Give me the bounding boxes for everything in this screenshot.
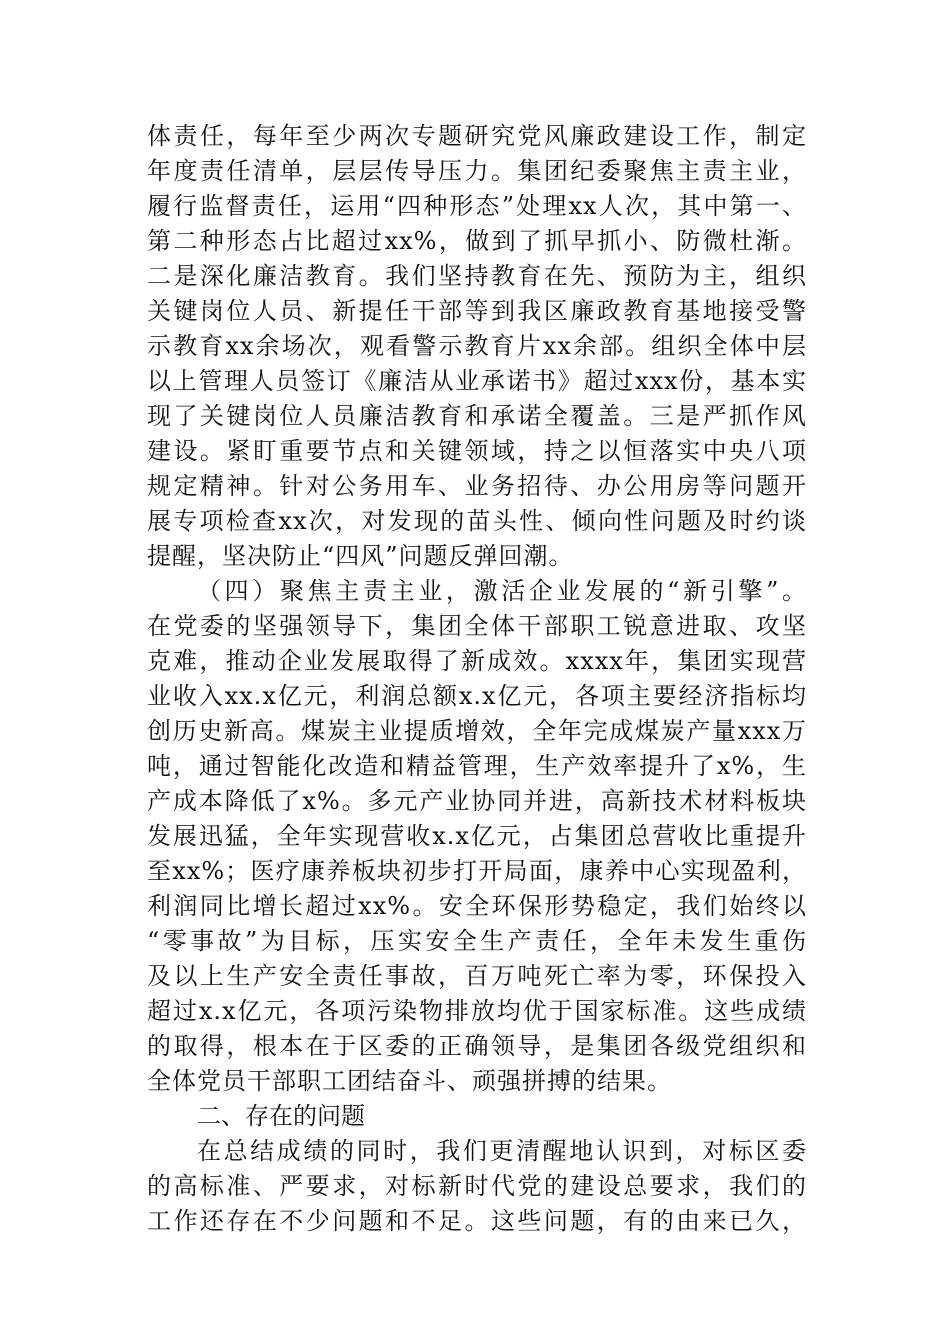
body-line: 二是深化廉洁教育。我们坚持教育在先、预防为主，组织 [147,262,807,290]
body-line: 利润同比增长超过xx%。安全环保形势稳定，我们始终以 [147,892,807,920]
body-line: 以上管理人员签订《廉洁从业承诺书》超过xxx份，基本实 [147,367,807,395]
body-line: 规定精神。针对公务用车、业务招待、办公用房等问题开 [147,472,807,500]
body-line: 超过x.x亿元，各项污染物排放均优于国家标准。这些成绩 [147,997,807,1025]
body-line: 发展迅猛，全年实现营收x.x亿元，占集团总营收比重提升 [147,822,807,850]
body-line: 第二种形态占比超过xx%，做到了抓早抓小、防微杜渐。 [147,227,807,255]
body-line: 的高标准、严要求，对标新时代党的建设总要求，我们的 [147,1172,807,1200]
body-line: 展专项检查xx次，对发现的苗头性、倾向性问题及时约谈 [147,507,807,535]
section-heading-2: 二、存在的问题 [197,1102,365,1130]
body-line: 工作还存在不少问题和不足。这些问题，有的由来已久， [147,1207,807,1235]
body-line: 现了关键岗位人员廉洁教育和承诺全覆盖。三是严抓作风 [147,402,807,430]
body-line: 年度责任清单，层层传导压力。集团纪委聚焦主责主业， [147,157,807,185]
body-line: 关键岗位人员、新提任干部等到我区廉政教育基地接受警 [147,297,807,325]
body-line: 在党委的坚强领导下，集团全体干部职工锐意进取、攻坚 [147,612,807,640]
section-heading-4: （四）聚焦主责主业，激活企业发展的“新引擎”。 [197,577,807,605]
body-line: 建设。紧盯重要节点和关键领域，持之以恒落实中央八项 [147,437,807,465]
body-line: 全体党员干部职工团结奋斗、顽强拼搏的结果。 [147,1067,672,1095]
body-line: 至xx%；医疗康养板块初步打开局面，康养中心实现盈利， [147,857,807,885]
body-line: 体责任，每年至少两次专题研究党风廉政建设工作，制定 [147,122,807,150]
body-line: 在总结成绩的同时，我们更清醒地认识到，对标区委 [197,1137,807,1165]
body-line: “零事故”为目标，压实安全生产责任，全年未发生重伤 [147,927,807,955]
body-line: 提醒，坚决防止“四风”问题反弹回潮。 [147,542,574,570]
body-line: 及以上生产安全责任事故，百万吨死亡率为零，环保投入 [147,962,807,990]
body-line: 创历史新高。煤炭主业提质增效，全年完成煤炭产量xxx万 [147,717,807,745]
body-line: 产成本降低了x%。多元产业协同并进，高新技术材料板块 [147,787,807,815]
body-line: 履行监督责任，运用“四种形态”处理xx人次，其中第一、 [147,192,807,220]
body-line: 吨，通过智能化改造和精益管理，生产效率提升了x%，生 [147,752,807,780]
body-line: 克难，推动企业发展取得了新成效。xxxx年，集团实现营 [147,647,807,675]
body-line: 示教育xx余场次，观看警示教育片xx余部。组织全体中层 [147,332,807,360]
body-line: 的取得，根本在于区委的正确领导，是集团各级党组织和 [147,1032,807,1060]
body-line: 业收入xx.x亿元，利润总额x.x亿元，各项主要经济指标均 [147,682,807,710]
